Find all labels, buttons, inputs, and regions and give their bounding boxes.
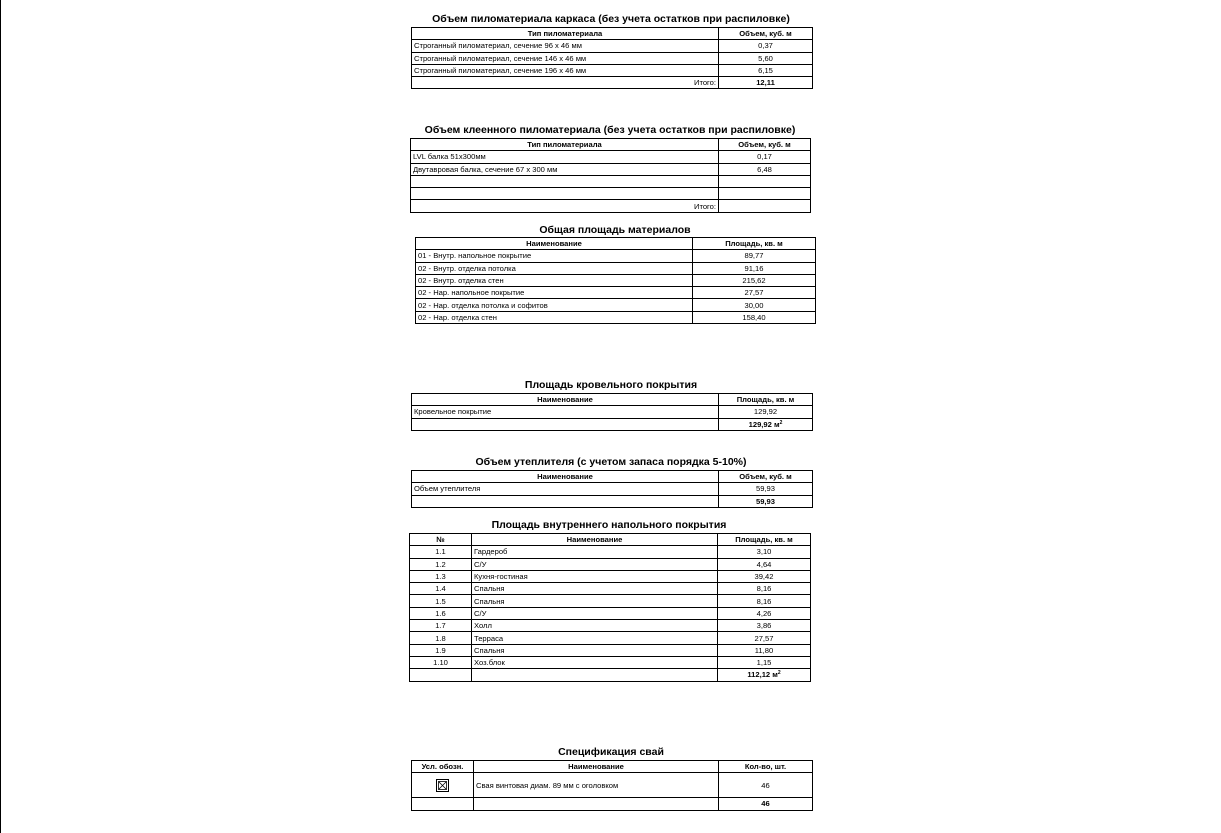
unit-superscript: 2 (777, 670, 781, 677)
table-row (416, 250, 816, 262)
total-value (719, 418, 813, 430)
material-name-cell: 02 - Нар. напольное покрытие (416, 287, 693, 299)
empty-cell (412, 798, 474, 810)
table-row (410, 583, 811, 595)
empty-cell (412, 495, 719, 507)
table-row (410, 558, 811, 570)
interior-floor-title: Площадь внутреннего напольного покрытия (491, 519, 727, 531)
table-row (410, 656, 811, 668)
room-name-cell: Спальня (472, 583, 718, 595)
table-row (410, 644, 811, 656)
room-number-cell: 1.4 (410, 583, 472, 595)
unit-superscript: 2 (779, 419, 783, 426)
volume-cell: 6,48 (719, 163, 811, 175)
column-header: Площадь, кв. м (718, 534, 811, 546)
roof-area-title: Площадь кровельного покрытия (524, 379, 698, 391)
volume-cell: 0,37 (719, 40, 813, 52)
glued-lumber-title: Объем клеенного пиломатериала (без учета остатков при распиловке) (424, 124, 796, 136)
table-header-row (412, 471, 813, 483)
material-name-cell: 02 - Внутр. отделка потолка (416, 262, 693, 274)
total-value: 12,11 (719, 77, 813, 89)
material-name-cell: 02 - Нар. отделка стен (416, 311, 693, 323)
table-row (412, 52, 813, 64)
table-header-row (410, 534, 811, 546)
table-row (411, 188, 811, 200)
page-left-border (0, 0, 1, 833)
roof-area-table (411, 393, 813, 431)
table-row (416, 274, 816, 286)
frame-lumber-table (411, 27, 813, 89)
table-row (410, 546, 811, 558)
column-header: Наименование (412, 394, 719, 406)
column-header: Тип пиломатериала (411, 139, 719, 151)
area-cell: 30,00 (693, 299, 816, 311)
table-header-row (412, 394, 813, 406)
table-row (411, 151, 811, 163)
room-name-cell: Хоз.блок (472, 656, 718, 668)
room-name-cell: Кухня-гостиная (472, 570, 718, 582)
total-label: Итого: (412, 77, 719, 89)
area-cell: 4,64 (718, 558, 811, 570)
column-header: Объем, куб. м (719, 28, 813, 40)
room-number-cell: 1.2 (410, 558, 472, 570)
column-header: Тип пиломатериала (412, 28, 719, 40)
column-header: Наименование (472, 534, 718, 546)
area-cell: 3,10 (718, 546, 811, 558)
materials-area-table (415, 237, 816, 324)
room-name-cell: Терраса (472, 632, 718, 644)
table-row (412, 40, 813, 52)
lumber-type-cell (411, 188, 719, 200)
lumber-type-cell: LVL балка 51х300мм (411, 151, 719, 163)
table-row (410, 570, 811, 582)
room-number-cell: 1.8 (410, 632, 472, 644)
column-header: Площадь, кв. м (719, 394, 813, 406)
area-cell: 1,15 (718, 656, 811, 668)
area-cell: 4,26 (718, 607, 811, 619)
room-number-cell: 1.7 (410, 620, 472, 632)
area-cell: 11,80 (718, 644, 811, 656)
total-row (412, 77, 813, 89)
area-cell: 39,42 (718, 570, 811, 582)
total-row (412, 495, 813, 507)
table-row (416, 311, 816, 323)
material-name-cell: 02 - Внутр. отделка стен (416, 274, 693, 286)
room-name-cell: С/У (472, 558, 718, 570)
total-value-text: 129,92 м (748, 419, 780, 429)
area-cell: 8,16 (718, 595, 811, 607)
total-value: 59,93 (719, 495, 813, 507)
total-row (410, 669, 811, 681)
lumber-type-cell: Строганный пиломатериал, сечение 196 х 46 мм (412, 64, 719, 76)
column-header: Кол-во, шт. (719, 761, 813, 773)
area-cell: 3,86 (718, 620, 811, 632)
total-value (719, 200, 811, 212)
volume-cell: 59,93 (719, 483, 813, 495)
room-name-cell: Спальня (472, 595, 718, 607)
empty-cell (412, 418, 719, 430)
insulation-volume-table (411, 470, 813, 508)
area-cell: 27,57 (718, 632, 811, 644)
pile-name-cell: Свая винтовая диам. 89 мм с оголовком (474, 773, 719, 798)
volume-cell (719, 188, 811, 200)
interior-floor-table (409, 533, 811, 682)
glued-lumber-table (410, 138, 811, 213)
lumber-type-cell: Строганный пиломатериал, сечение 146 х 46 мм (412, 52, 719, 64)
piles-spec-title: Спецификация свай (558, 746, 664, 758)
column-header: Объем, куб. м (719, 139, 811, 151)
room-number-cell: 1.6 (410, 607, 472, 619)
area-cell: 8,16 (718, 583, 811, 595)
table-row (416, 262, 816, 274)
materials-area-title: Общая площадь материалов (539, 224, 691, 236)
area-cell: 129,92 (719, 406, 813, 418)
total-label: Итого: (411, 200, 719, 212)
column-header: Усл. обозн. (412, 761, 474, 773)
total-row (412, 418, 813, 430)
total-row (412, 798, 813, 810)
screw-pile-symbol-icon (436, 779, 449, 792)
material-name-cell: 02 - Нар. отделка потолка и софитов (416, 299, 693, 311)
table-header-row (411, 139, 811, 151)
lumber-type-cell: Двутавровая балка, сечение 67 х 300 мм (411, 163, 719, 175)
room-number-cell: 1.3 (410, 570, 472, 582)
table-header-row (412, 28, 813, 40)
lumber-type-cell: Строганный пиломатериал, сечение 96 х 46 мм (412, 40, 719, 52)
empty-cell (410, 669, 472, 681)
column-header: № (410, 534, 472, 546)
room-number-cell: 1.10 (410, 656, 472, 668)
total-row (411, 200, 811, 212)
column-header: Наименование (474, 761, 719, 773)
total-value (718, 669, 811, 681)
table-row (412, 406, 813, 418)
table-header-row (412, 761, 813, 773)
table-row (411, 163, 811, 175)
room-name-cell: Гардероб (472, 546, 718, 558)
table-row (410, 620, 811, 632)
area-cell: 27,57 (693, 287, 816, 299)
column-header: Площадь, кв. м (693, 238, 816, 250)
table-row (410, 632, 811, 644)
total-value-text: 112,12 м (747, 670, 778, 680)
room-name-cell: Спальня (472, 644, 718, 656)
area-cell: 215,62 (693, 274, 816, 286)
table-row (410, 595, 811, 607)
column-header: Наименование (416, 238, 693, 250)
room-number-cell: 1.9 (410, 644, 472, 656)
column-header: Объем, куб. м (719, 471, 813, 483)
room-name-cell: Холл (472, 620, 718, 632)
quantity-cell: 46 (719, 773, 813, 798)
insulation-name-cell: Объем утеплителя (412, 483, 719, 495)
material-name-cell: 01 - Внутр. напольное покрытие (416, 250, 693, 262)
table-row (416, 287, 816, 299)
total-value: 46 (719, 798, 813, 810)
piles-spec-table (411, 760, 813, 811)
table-row (410, 607, 811, 619)
column-header: Наименование (412, 471, 719, 483)
volume-cell: 5,60 (719, 52, 813, 64)
table-header-row (416, 238, 816, 250)
table-row (412, 483, 813, 495)
area-cell: 158,40 (693, 311, 816, 323)
table-row (411, 175, 811, 187)
room-name-cell: С/У (472, 607, 718, 619)
room-number-cell: 1.5 (410, 595, 472, 607)
volume-cell: 6,15 (719, 64, 813, 76)
volume-cell: 0,17 (719, 151, 811, 163)
volume-cell (719, 175, 811, 187)
room-number-cell: 1.1 (410, 546, 472, 558)
table-row (412, 773, 813, 798)
empty-cell (472, 669, 718, 681)
empty-cell (474, 798, 719, 810)
insulation-volume-title: Объем утеплителя (с учетом запаса порядка 5-10%) (475, 456, 747, 468)
frame-lumber-title: Объем пиломатериала каркаса (без учета остатков при распиловке) (432, 13, 790, 25)
area-cell: 91,16 (693, 262, 816, 274)
area-cell: 89,77 (693, 250, 816, 262)
table-row (416, 299, 816, 311)
table-row (412, 64, 813, 76)
symbol-cell (412, 773, 474, 798)
roof-name-cell: Кровельное покрытие (412, 406, 719, 418)
lumber-type-cell (411, 175, 719, 187)
